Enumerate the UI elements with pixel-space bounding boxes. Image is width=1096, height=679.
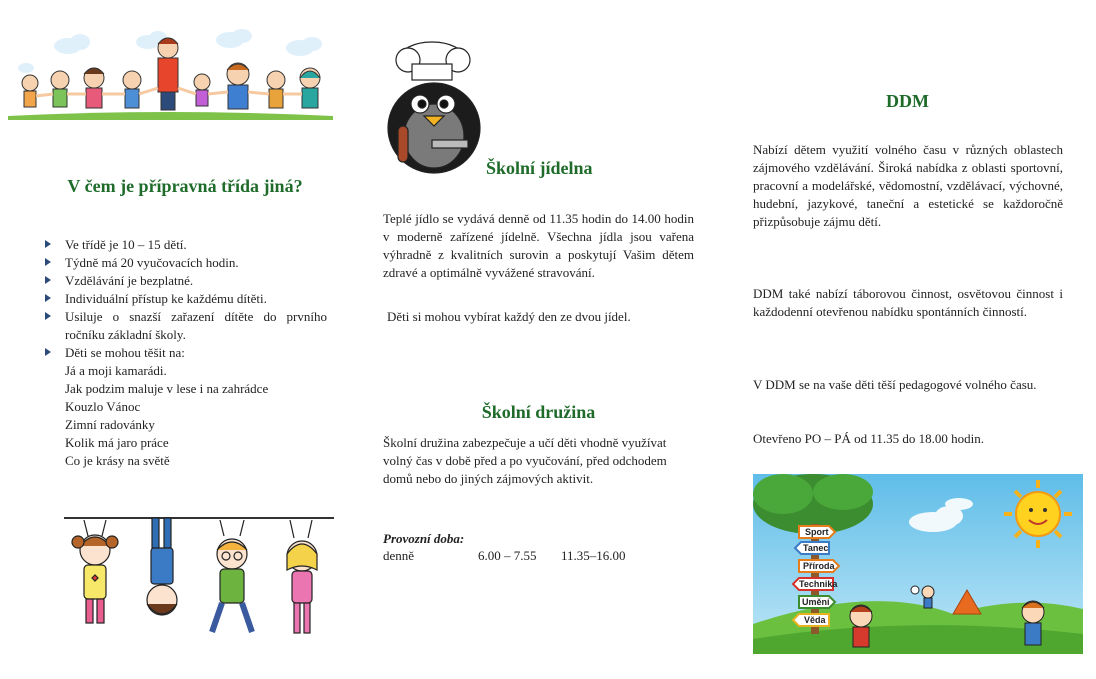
sub-item: Zimní radovánky (65, 417, 155, 432)
jidelna-paragraph-2: Děti si mohou vybírat každý den ze dvou jídel. (387, 309, 631, 324)
kids-holding-hands-illustration (8, 28, 333, 123)
signpost-activities-illustration (753, 474, 1083, 654)
sign-label: Sport (805, 527, 829, 537)
ddm-opening-hours: Otevřeno PO – PÁ od 11.35 do 18.00 hodin. (753, 431, 984, 446)
sign-label: Příroda (803, 561, 835, 571)
sub-item: Kouzlo Vánoc (65, 399, 141, 414)
list-item: Usiluje o snazší zařazení dítěte do prvního ročníku základní školy. (45, 308, 327, 344)
sign-label: Tanec (803, 543, 829, 553)
heading-pripravna-trida: V čem je přípravná třída jiná? (67, 176, 303, 196)
ddm-paragraph-3: V DDM se na vaše děti těší pedagogové volného času. (753, 377, 1037, 392)
sub-item: Jak podzim maluje v lese i na zahrádce (65, 381, 269, 396)
triangle-bullet-icon (45, 258, 51, 266)
sub-item: Já a moji kamarádi. (65, 363, 167, 378)
sign-label: Věda (804, 615, 826, 625)
provozni-doba-label: Provozní doba: (383, 531, 465, 546)
sign-label: Technika (799, 579, 838, 589)
features-list (45, 236, 327, 470)
heading-ddm: DDM (886, 91, 929, 111)
provozni-day: denně (383, 548, 415, 563)
sub-item: Kolik má jaro práce (65, 435, 169, 450)
provozni-afternoon: 11.35–16.00 (561, 548, 626, 563)
list-item: Vzdělávání je bezplatné. (45, 272, 327, 290)
sub-item: Co je krásy na světě (65, 453, 170, 468)
triangle-bullet-icon (45, 348, 51, 356)
list-item: Ve třídě je 10 – 15 dětí. (45, 236, 327, 254)
provozni-morning: 6.00 – 7.55 (478, 548, 537, 563)
list-item: Individuální přístup ke každému dítěti. (45, 290, 327, 308)
heading-skolni-jidelna: Školní jídelna (486, 158, 593, 178)
heading-skolni-druzina: Školní družina (481, 402, 596, 422)
triangle-bullet-icon (45, 240, 51, 248)
chef-penguin-illustration (380, 40, 490, 175)
druzina-paragraph: Školní družina zabezpečuje a učí děti vhodně využívat volný čas v době před a po vyučování, před odchodem domů nebo do jiných zájmových aktivit. (383, 435, 667, 486)
sign-label: Umění (802, 597, 830, 607)
triangle-bullet-icon (45, 276, 51, 284)
kids-hanging-on-bar-illustration (62, 512, 337, 647)
ddm-paragraph-2: DDM také nabízí táborovou činnost, osvětovou činnost i každodenní otevřenou nabídku spontánních činností. (753, 286, 1063, 319)
list-item: Týdně má 20 vyučovacích hodin. (45, 254, 327, 272)
list-item: Děti se mohou těšit na: (45, 344, 327, 362)
ddm-paragraph-1: Nabízí dětem využití volného času v různých oblastech zájmového vzdělávání. Široká nabídka z oblasti sportovní, pracovní a modelářské, vědomostní, vzdělávací, výchovné, hudební, jazykové, taneční a estetické se každoročně přizpůsobuje zájmu dětí. (753, 142, 1063, 229)
provozni-doba-row (383, 547, 703, 565)
jidelna-paragraph: Teplé jídlo se vydává denně od 11.35 hodin do 14.00 hodin v moderně zařízené jídelně. Všechna jídla jsou vařena výhradně z kvalitních surovin a poskytují Vašim dětem zdravé a optimálně vyvážené stravování. (383, 211, 694, 280)
triangle-bullet-icon (45, 294, 51, 302)
triangle-bullet-icon (45, 312, 51, 320)
